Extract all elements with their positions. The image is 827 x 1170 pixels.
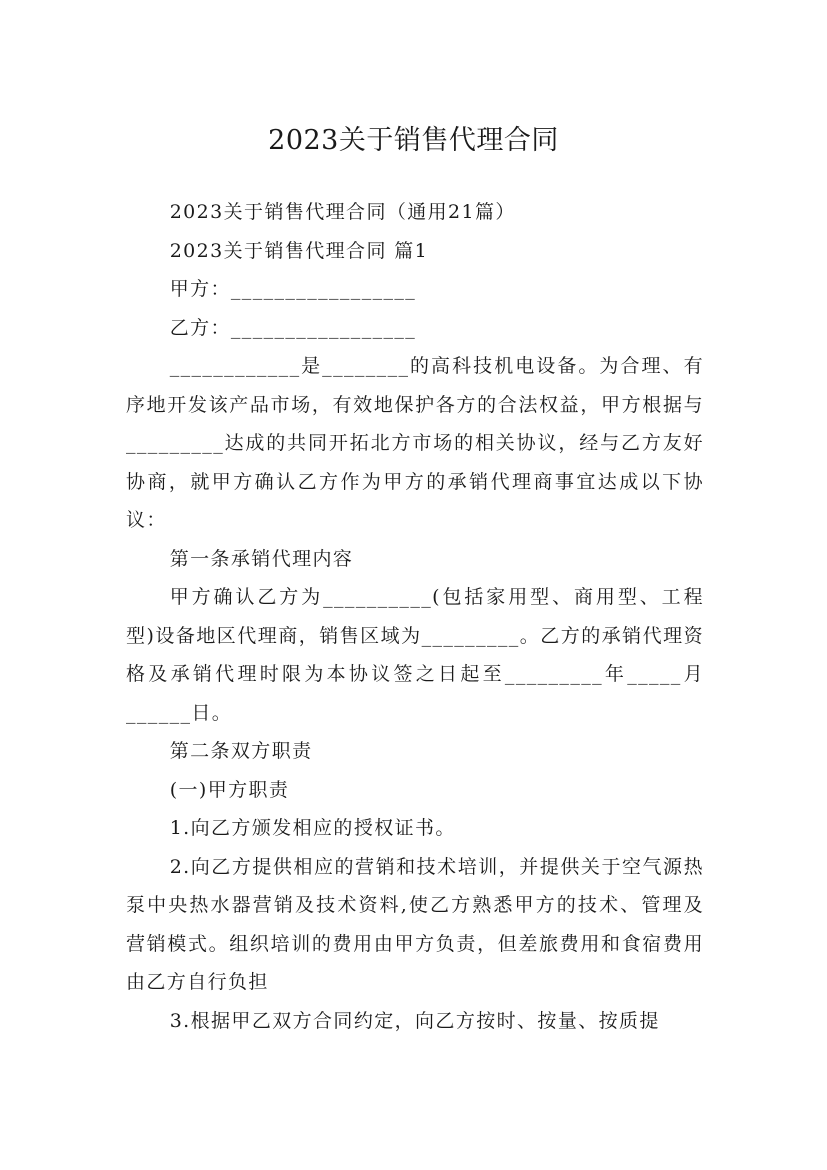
preamble-paragraph: ____________是________的高科技机电设备。为合理、有序地开发该产品市场，有效地保护各方的合法权益，甲方根据与_________达成的共同开拓北方市场的相关协议，经与乙方友好协商，就甲方确认乙方作为甲方的承销代理商事宜达成以下协议：	[126, 355, 704, 531]
duty-item-3: 3.根据甲乙双方合同约定，向乙方按时、按量、按质提	[169, 1009, 660, 1032]
section-heading: 2023关于销售代理合同 篇1	[169, 239, 429, 262]
document-body	[126, 193, 704, 1040]
document-title: 2023关于销售代理合同	[268, 125, 559, 157]
article-1-paragraph: 甲方确认乙方为__________(包括家用型、商用型、工程型)设备地区代理商，销售区域为_________。乙方的承销代理资格及承销代理时限为本协议签之日起至_________年_____月______日。	[126, 586, 704, 724]
contract-subtitle: 2023关于销售代理合同（通用21篇）	[169, 201, 516, 223]
party-a-line: 甲方：_________________	[169, 278, 417, 300]
duty-item-1: 1.向乙方颁发相应的授权证书。	[169, 817, 456, 839]
article-1-heading: 第一条承销代理内容	[169, 547, 354, 570]
article-2-heading: 第二条双方职责	[169, 740, 313, 762]
party-a-duties-heading: (一)甲方职责	[169, 778, 290, 801]
duty-item-2: 2.向乙方提供相应的营销和技术培训，并提供关于空气源热泵中央热水器营销及技术资料,使乙方熟悉甲方的技术、管理及营销模式。组织培训的费用由甲方负责，但差旅费用和食宿费用由乙方自行负担	[126, 855, 704, 993]
party-b-line: 乙方：_________________	[169, 316, 417, 339]
